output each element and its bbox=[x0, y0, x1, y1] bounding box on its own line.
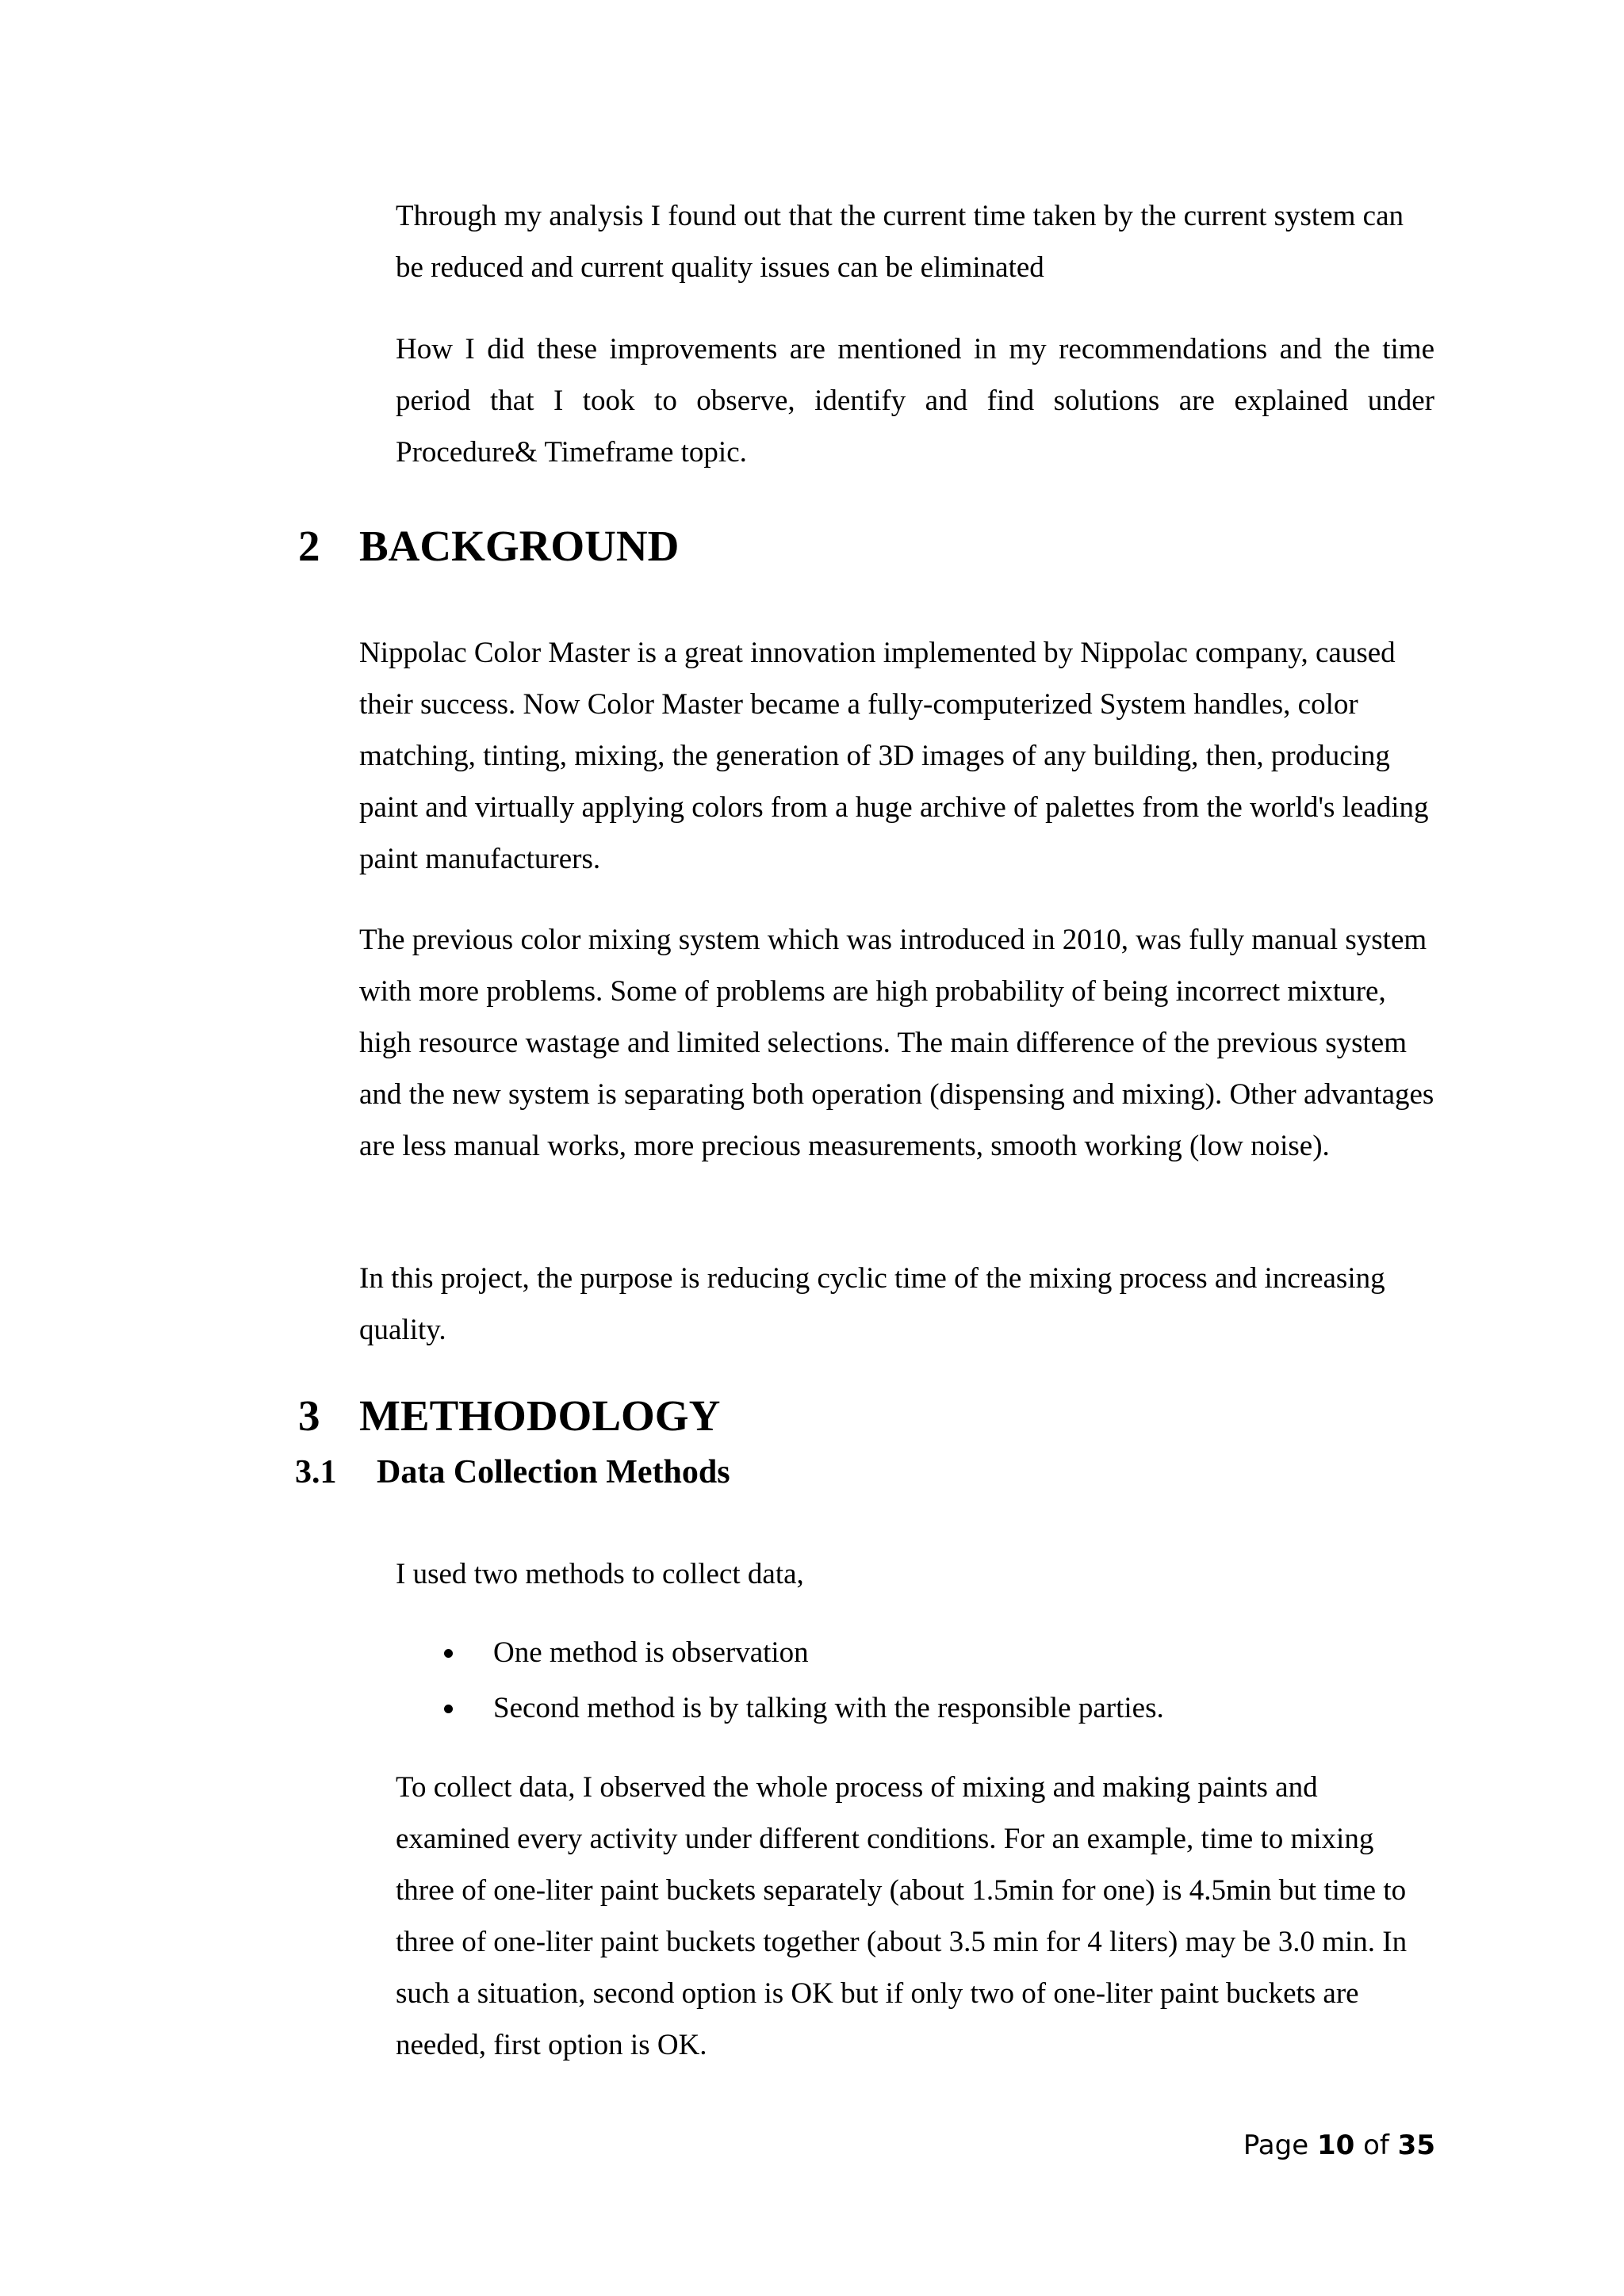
background-paragraph-3: In this project, the purpose is reducing cyclic time of the mixing process and increasing quality. bbox=[359, 1262, 1385, 1346]
bullet-icon bbox=[444, 1649, 453, 1658]
total-pages-number: 35 bbox=[1397, 2130, 1435, 2161]
section-title: METHODOLOGY bbox=[359, 1391, 721, 1440]
page-number-footer bbox=[1243, 2128, 1435, 2163]
page-label: Page bbox=[1243, 2130, 1309, 2161]
list-item-text: Second method is by talking with the responsible parties. bbox=[493, 1692, 1164, 1724]
section-title: BACKGROUND bbox=[359, 522, 680, 570]
bullet-icon bbox=[444, 1705, 453, 1713]
subsection-number: 3.1 bbox=[295, 1454, 337, 1490]
subsection-title: Data Collection Methods bbox=[377, 1454, 730, 1490]
list-item-text: One method is observation bbox=[493, 1636, 809, 1669]
methods-lead: I used two methods to collect data, bbox=[396, 1558, 804, 1590]
background-paragraph-1: Nippolac Color Master is a great innovation implemented by Nippolac company, caused their success. Now Color Master became a fully-computerized System handles, color matching, tinting, mixing, the generation of 3D images of any building, then, producing paint and virtually applying colors from a huge archive of palettes from the world's leading paint manufacturers. bbox=[359, 637, 1429, 875]
of-label: of bbox=[1363, 2130, 1389, 2161]
intro-paragraph-1: Through my analysis I found out that the current time taken by the current system can be reduced and current quality issues can be eliminated bbox=[396, 200, 1404, 284]
section-number: 2 bbox=[298, 522, 320, 570]
intro-paragraph-2: How I did these improvements are mentioned in my recommendations and the time period that I took to observe, identify and find solutions are explained under Procedure& Timeframe topic. bbox=[396, 333, 1434, 469]
background-paragraph-2: The previous color mixing system which was introduced in 2010, was fully manual system with more problems. Some of problems are high probability of being incorrect mixture, high resource wastage and limited selections. The main difference of the previous system and the new system is separating both operation (dispensing and mixing). Other advantages are less manual works, more precious measurements, smooth working (low noise). bbox=[359, 924, 1434, 1162]
section-number: 3 bbox=[298, 1391, 320, 1440]
methods-paragraph: To collect data, I observed the whole process of mixing and making paints and examined every activity under different conditions. For an example, time to mixing three of one-liter paint buckets separately (about 1.5min for one) is 4.5min but time to three of one-liter paint buckets together (about 3.5 min for 4 liters) may be 3.0 min. In such a situation, second option is OK but if only two of one-liter paint buckets are needed, first option is OK. bbox=[396, 1771, 1408, 2061]
current-page-number: 10 bbox=[1316, 2130, 1355, 2161]
